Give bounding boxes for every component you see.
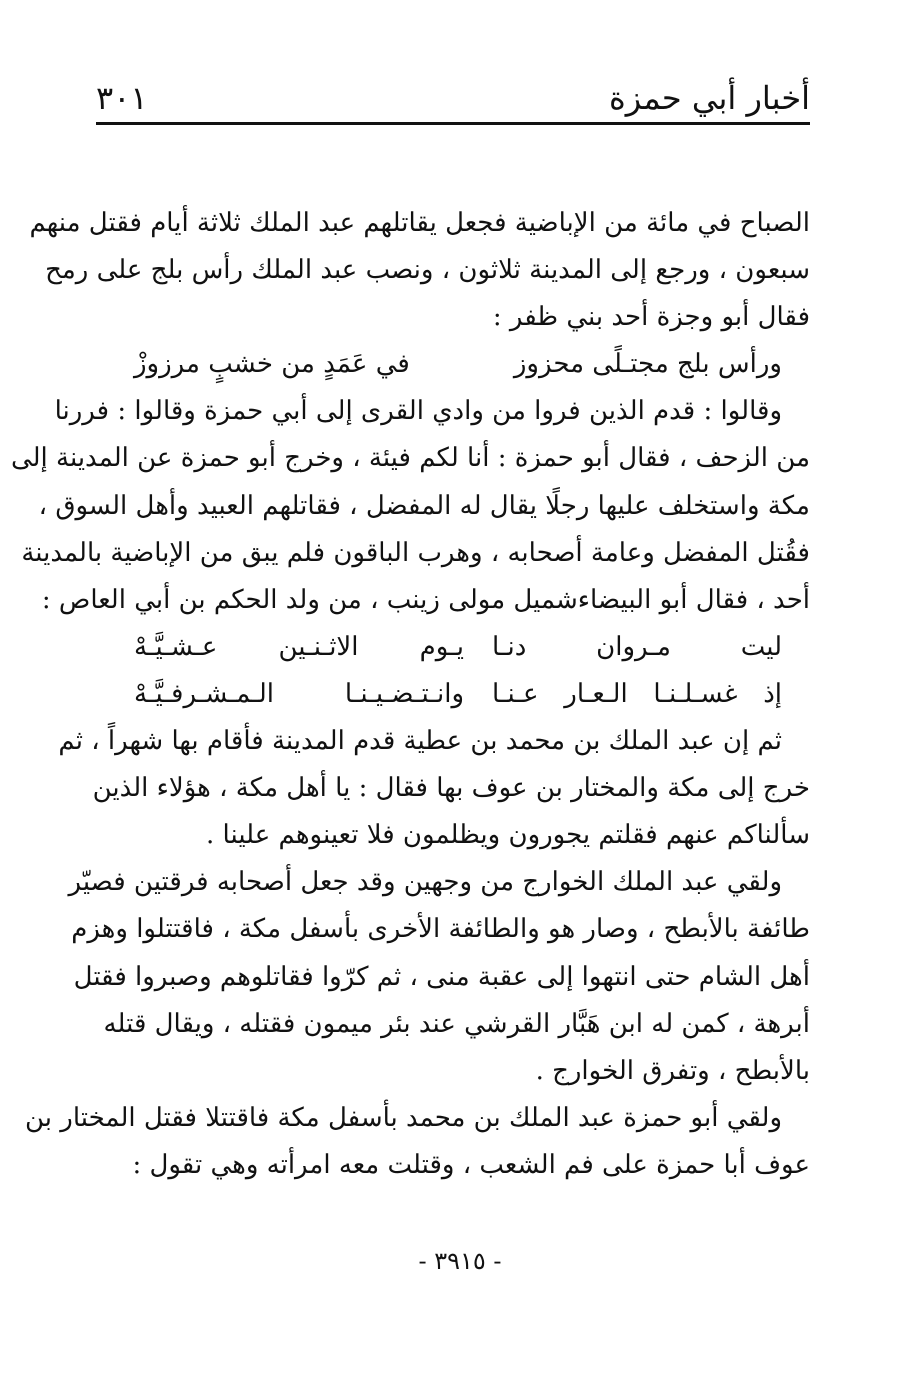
verse-first-hemistich: ليت مـروان دنـا	[492, 631, 782, 662]
verse-second-hemistich: في عَمَدٍ من خشبٍ مرزوزْ	[134, 349, 410, 380]
text-line: طائفة بالأبطح ، وصار هو والطائفة الأخرى بأسفل مكة ، فاقتتلوا وهزم	[71, 914, 810, 945]
text-line: ولقي أبو حمزة عبد الملك بن محمد بأسفل مكة فاقتتلا فقتل المختار بن	[25, 1102, 782, 1133]
text-line: من الزحف ، فقال أبو حمزة : أنا لكم فيئة ، وخرج أبو حمزة عن المدينة إلى	[10, 443, 810, 474]
text-line: وقالوا : قدم الذين فروا من وادي القرى إلى أبي حمزة وقالوا : فررنا	[54, 396, 782, 427]
poetry-verse	[104, 624, 810, 671]
text-line: ولقي عبد الملك الخوارج من وجهين وقد جعل أصحابه فرقتين فصيّر	[68, 867, 782, 898]
chapter-title: أخبار أبي حمزة	[608, 79, 810, 117]
text-line: عوف أبا حمزة على فم الشعب ، وقتلت معه امرأته وهي تقول :	[132, 1149, 810, 1180]
text-line: أحد ، فقال أبو البيضاءشميل مولى زينب ، من ولد الحكم بن أبي العاص :	[41, 584, 810, 615]
verse-first-hemistich: ورأس بلج مجتـلًى محزوز	[513, 349, 782, 380]
text-line: أهل الشام حتى انتهوا إلى عقبة منى ، ثم كرّوا فقاتلوهم وصبروا فقتل	[73, 961, 810, 992]
text-line: ثم إن عبد الملك بن محمد بن عطية قدم المدينة فأقام بها شهراً ، ثم	[58, 726, 782, 757]
verse-second-hemistich: وانـتـضـيـنـا الـمـشـرفـيَّـهْ	[134, 678, 464, 709]
text-line: سبعون ، ورجع إلى المدينة ثلاثون ، ونصب عبد الملك رأس بلج على رمح	[45, 255, 810, 286]
page-body	[10, 200, 810, 1189]
text-line: الصباح في مائة من الإباضية فجعل يقاتلهم عبد الملك ثلاثة أيام فقتل منهم	[29, 208, 810, 238]
verse-second-hemistich: يـوم الاثـنـين عـشـيَّـهْ	[134, 631, 464, 662]
text-line: فقُتل المفضل وعامة أصحابه ، وهرب الباقون فلم يبق من الإباضية بالمدينة	[21, 537, 810, 568]
header-divider	[96, 122, 810, 125]
page-number: ٣٠١	[96, 79, 148, 117]
poetry-verse	[104, 671, 810, 718]
text-line: فقال أبو وجزة أحد بني ظفر :	[492, 302, 810, 333]
text-line: سألناكم عنهم فقلتم يجورون ويظلمون فلا تعينوهم علينا .	[206, 820, 810, 851]
verse-first-hemistich: إذ غسـلـنـا الـعـار عـنـا	[492, 678, 782, 709]
text-line: مكة واستخلف عليها رجلًا يقال له المفضل ، فقاتلهم العبيد وأهل السوق ،	[38, 490, 810, 521]
running-header	[96, 78, 810, 118]
text-line: أبرهة ، كمن له ابن هَبَّار القرشي عند بئر ميمون فقتله ، ويقال قتله	[103, 1008, 810, 1039]
text-line: خرج إلى مكة والمختار بن عوف بها فقال : يا أهل مكة ، هؤلاء الذين	[92, 773, 810, 804]
poetry-verse	[104, 341, 810, 388]
page-serial: - ٣٩١٥ -	[418, 1247, 502, 1275]
text-line: بالأبطح ، وتفرق الخوارج .	[535, 1055, 810, 1086]
